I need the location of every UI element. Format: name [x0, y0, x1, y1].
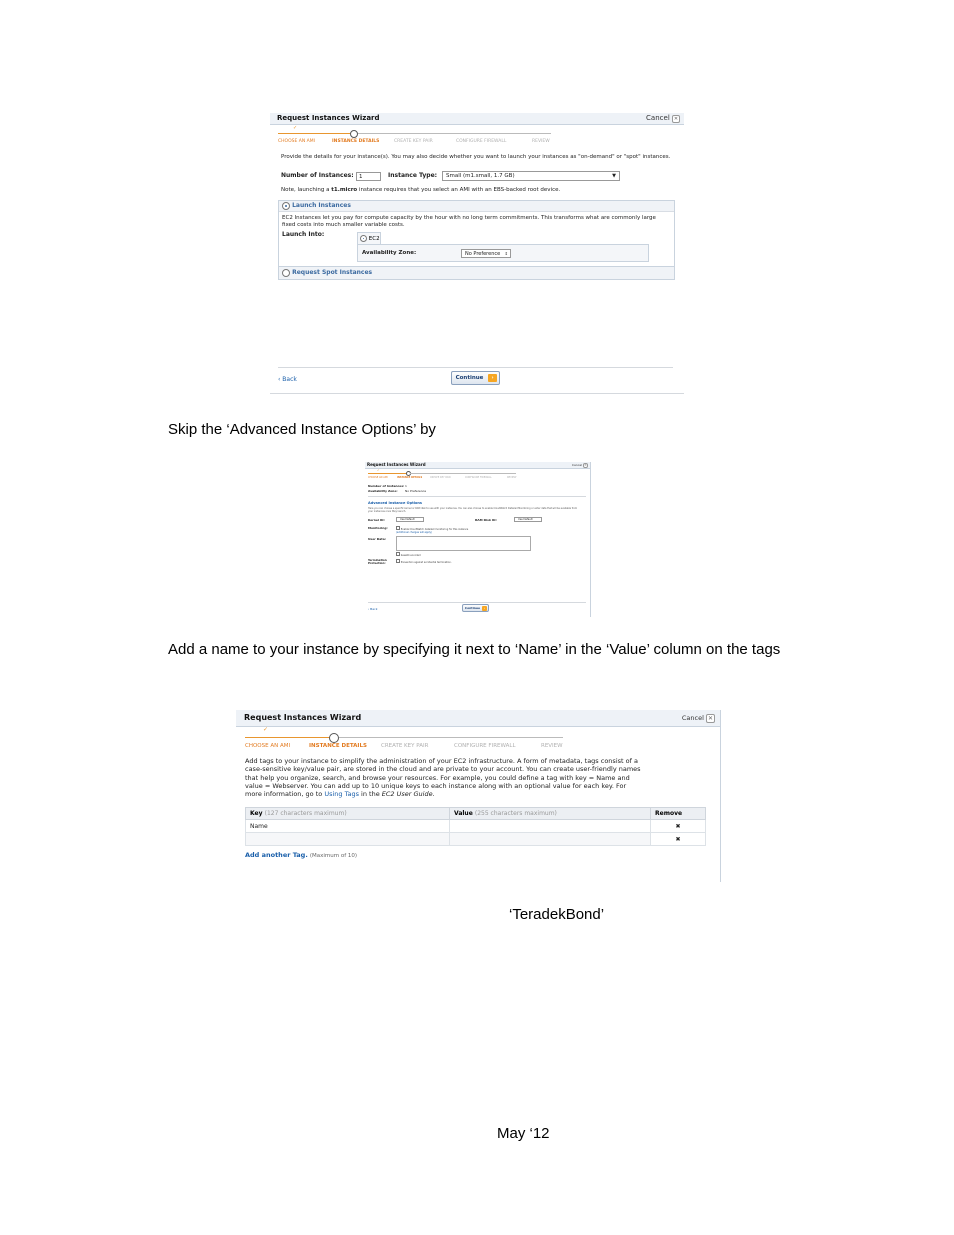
wizard-title: Request Instances Wizard	[367, 462, 426, 467]
num-instances-input[interactable]: 1	[356, 172, 381, 181]
tags-intro	[245, 757, 641, 798]
value-input[interactable]	[450, 820, 651, 833]
step-instance-details[interactable]: INSTANCE DETAILS	[309, 743, 367, 749]
advanced-options-title: Advanced Instance Options	[368, 501, 422, 505]
wizard-advanced-options	[365, 462, 591, 617]
termination-checkbox[interactable]	[396, 559, 400, 563]
continue-button[interactable]	[451, 371, 500, 385]
launch-instances-radio[interactable]	[282, 202, 290, 210]
intro-text: in the	[358, 790, 382, 799]
intro-line: that help you organize, search, and browse your resources. For example, you could define a tag with key = Name and	[245, 773, 630, 782]
availability-zone-box	[357, 244, 649, 262]
step-review: REVIEW	[532, 139, 550, 144]
intro-text: .	[432, 790, 435, 799]
termination-text: Prevention against accidental termination.	[400, 561, 452, 564]
termination-option[interactable]	[396, 559, 452, 564]
tags-table	[245, 807, 706, 846]
value-column-header	[450, 808, 651, 820]
intro-line: case-sensitive key/value pair, are stored in the cloud and are private to your account. You can create user-friendly names	[245, 765, 641, 774]
step-configure-firewall: CONFIGURE FIREWALL	[465, 476, 492, 479]
monitoring-note: (additional charges will apply)	[396, 531, 433, 534]
step-create-key-pair: CREATE KEY PAIR	[394, 139, 433, 144]
ec2-user-guide-text: EC2 User Guide	[381, 790, 433, 799]
ec2-tab[interactable]	[357, 232, 381, 244]
back-link[interactable]: ‹ Back	[278, 376, 297, 383]
az-value: No Preference	[405, 489, 427, 493]
kernel-select[interactable]	[396, 517, 424, 522]
launch-description: EC2 Instances let you pay for compute capacity by the hour with no long term commitments. This transforms what are commonly large fixed costs into much smaller variable costs.	[282, 215, 656, 228]
caption-skip-advanced: Skip the ‘Advanced Instance Options’ by	[168, 421, 436, 438]
section-divider	[368, 496, 586, 497]
table-row	[246, 833, 706, 846]
spot-instances-header[interactable]	[279, 267, 674, 279]
progress-current-marker	[350, 130, 358, 138]
remove-icon[interactable]: ✖	[651, 820, 706, 833]
continue-label: Continue	[455, 375, 484, 381]
wizard-title: Request Instances Wizard	[244, 713, 362, 722]
ec2-radio[interactable]	[360, 235, 367, 242]
add-tag-hint: (Maximum of 10)	[309, 853, 358, 859]
value-header-label: Value	[454, 810, 473, 817]
add-tag-link[interactable]: Add another Tag.	[245, 851, 308, 859]
cancel-button[interactable]	[682, 710, 715, 726]
value-hint: (255 characters maximum)	[474, 810, 557, 817]
kernel-label: Kernel ID:	[368, 518, 385, 522]
num-instances-label: Number of Instances:	[368, 484, 405, 488]
step-configure-firewall: CONFIGURE FIREWALL	[454, 743, 516, 749]
continue-button[interactable]	[462, 604, 489, 612]
continue-label: Continue	[464, 606, 481, 610]
back-link[interactable]: ‹ Back	[368, 607, 378, 611]
az-label: Availability Zone:	[362, 250, 417, 256]
bottom-divider	[270, 393, 684, 394]
step-create-key-pair: CREATE KEY PAIR	[430, 476, 451, 479]
az-value: No Preference	[465, 251, 501, 257]
footer-divider	[278, 367, 673, 368]
ec2-label: EC2	[368, 236, 380, 242]
launch-instances-panel	[278, 200, 675, 268]
ramdisk-label: RAM Disk ID:	[475, 518, 497, 522]
monitoring-text: Enable CloudWatch detailed monitoring for this instance	[400, 528, 469, 531]
checkmark-icon: ✓	[293, 125, 298, 131]
wizard-title-bar	[270, 113, 684, 125]
key-input[interactable]: Name	[246, 820, 450, 833]
advanced-description: Here you can choose a specific kernel or RAM disk to use with your instances. You can also choose to enable CloudWatch Detailed Monitoring or enter data that will be available from your instances once they launch.	[368, 507, 578, 513]
chevron-down-icon: ▼	[612, 173, 616, 179]
caption-teradekbond: ‘TeradekBond’	[509, 906, 605, 923]
wizard-title-bar	[365, 462, 590, 469]
progress-line-done	[278, 133, 353, 134]
az-select[interactable]	[461, 249, 511, 258]
instance-type-value: Small (m1.small, 1.7 GB)	[446, 173, 515, 179]
table-row	[246, 820, 706, 833]
instance-type-label: Instance Type:	[388, 172, 438, 179]
base64-option[interactable]	[396, 552, 421, 557]
key-input[interactable]	[246, 833, 450, 846]
chevron-updown-icon: ⇕	[504, 251, 508, 256]
az-label: Availability Zone:	[368, 489, 398, 493]
caption-add-name: Add a name to your instance by specifying it next to ‘Name’ in the ‘Value’ column on the tags	[168, 641, 781, 658]
value-input[interactable]	[450, 833, 651, 846]
launch-into-label: Launch Into:	[282, 231, 325, 238]
arrow-right-icon: ›	[488, 374, 497, 382]
footer-divider	[368, 602, 586, 603]
progress-line-done	[245, 737, 331, 738]
tags-header-row	[246, 808, 706, 820]
cancel-label: Cancel	[646, 114, 670, 122]
base64-checkbox[interactable]	[396, 552, 400, 556]
wizard-title: Request Instances Wizard	[277, 114, 380, 122]
progress-line-remaining	[410, 473, 516, 474]
checkmark-icon: ✓	[263, 726, 269, 733]
num-instances-value: 1	[405, 484, 407, 488]
close-icon[interactable]: ✕	[673, 116, 679, 122]
cancel-button[interactable]	[572, 462, 588, 468]
wizard-tags	[236, 710, 721, 882]
ramdisk-value: Use Default	[518, 518, 533, 521]
step-configure-firewall: CONFIGURE FIREWALL	[456, 139, 507, 144]
arrow-right-icon: ›	[483, 606, 486, 610]
intro-line: value = Webserver. You can add up to 10 unique keys to each instance along with an optional value for each key. For	[245, 781, 627, 790]
step-instance-details[interactable]: INSTANCE DETAILS	[332, 139, 380, 144]
step-create-key-pair: CREATE KEY PAIR	[381, 743, 429, 749]
step-choose-ami[interactable]: CHOOSE AN AMI	[368, 476, 388, 479]
remove-header-label: Remove	[655, 810, 683, 817]
spot-instances-panel	[278, 266, 675, 280]
termination-label: Termination Protection:	[368, 558, 387, 565]
note-bold: t1.micro	[331, 187, 358, 193]
instance-type-select[interactable]	[442, 171, 620, 181]
step-review: REVIEW	[541, 743, 563, 749]
wizard-instance-details	[270, 113, 684, 396]
key-column-header	[246, 808, 450, 820]
cancel-button[interactable]	[646, 113, 680, 124]
spot-instances-label: Request Spot Instances	[292, 269, 373, 276]
cancel-label: Cancel	[681, 714, 704, 722]
close-icon[interactable]: ✕	[584, 463, 587, 467]
using-tags-link[interactable]: Using Tags	[324, 790, 359, 799]
monitoring-checkbox[interactable]	[396, 526, 400, 530]
cancel-label: Cancel	[571, 463, 583, 467]
checkmark-icon: ✓	[377, 468, 380, 472]
user-data-label: User Data:	[368, 537, 386, 541]
micro-note	[281, 187, 560, 193]
close-icon[interactable]: ✕	[707, 715, 714, 722]
remove-column-header	[651, 808, 706, 820]
num-instances-label: Number of Instances:	[281, 172, 354, 179]
key-hint: (127 characters maximum)	[264, 810, 347, 817]
ramdisk-select[interactable]	[514, 517, 542, 522]
key-header-label: Key	[250, 810, 263, 817]
note-suffix: instance requires that you select an AMI with an EBS-backed root device.	[357, 187, 561, 193]
kernel-value: Use Default	[400, 518, 415, 521]
note-prefix: Note, launching a	[281, 187, 332, 193]
step-choose-ami[interactable]: CHOOSE AN AMI	[278, 139, 315, 144]
monitoring-option[interactable]	[396, 526, 468, 534]
intro-line-last	[245, 790, 641, 798]
monitoring-label: Monitoring:	[368, 526, 388, 530]
remove-icon[interactable]: ✖	[651, 833, 706, 846]
progress-line-remaining	[339, 737, 563, 738]
launch-instances-header[interactable]	[279, 201, 674, 212]
step-instance-details[interactable]: INSTANCE DETAILS	[397, 476, 423, 479]
footer-date: May ‘12	[497, 1125, 550, 1142]
wizard-title-bar	[236, 710, 720, 727]
progress-line-remaining	[358, 133, 551, 134]
add-tag-row	[245, 851, 357, 859]
intro-text: more information, go to	[245, 790, 325, 799]
step-review: REVIEW	[507, 476, 517, 479]
base64-text: base64 encoded	[400, 554, 421, 557]
intro-text: Provide the details for your instance(s). You may also decide whether you want to launch your instances as "on-demand" or "spot" instances.	[281, 154, 671, 160]
launch-instances-label: Launch Instances	[292, 202, 351, 209]
progress-line-done	[368, 473, 408, 474]
progress-current-marker	[329, 733, 339, 743]
spot-instances-radio[interactable]	[282, 269, 290, 277]
step-choose-ami[interactable]: CHOOSE AN AMI	[245, 743, 291, 749]
user-data-textarea[interactable]	[396, 536, 531, 551]
intro-line: Add tags to your instance to simplify the administration of your EC2 infrastructure. A form of metadata, tags consist of a	[245, 757, 638, 765]
